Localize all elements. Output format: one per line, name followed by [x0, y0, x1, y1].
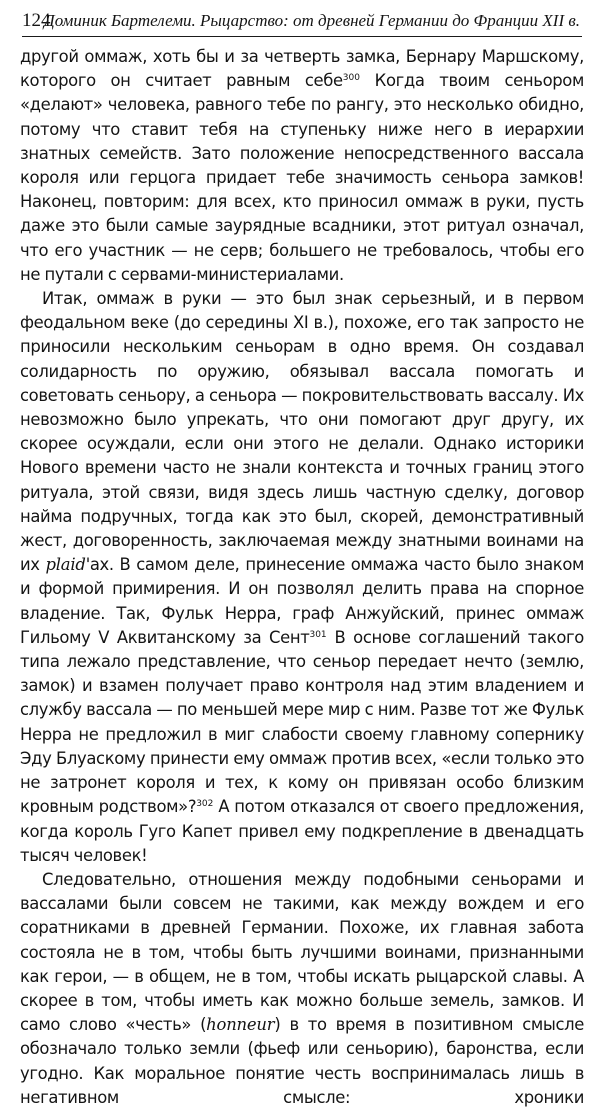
footnote-ref: 300	[342, 73, 360, 84]
text-run: Когда твоим сеньором «делают» человека, равного тебе по рангу, это несколько обидно, потому что ставит тебя на ступеньку ниже него в иерархии знатных семейств. Зато положение непосредственного вассала короля или герцога придает тебе значимость сеньора замков! Наконец, повторим: для всех, кто приносил оммаж в руки, пусть даже это были самые заурядные всадники, этот ритуал означал, что его участник — не серв; большего не требовалось, чтобы его не путали с сервами-министериалами.	[20, 71, 584, 284]
italic-term: honneur	[206, 1015, 275, 1035]
text-run: ) в то время в позитивном смысле обозначало только земли (фьеф или сеньорию), баронства, если угодно. Как моральное понятие честь воспринималась лишь в негативном смысле: хроники	[20, 1015, 584, 1107]
italic-term: plaid	[45, 555, 86, 575]
header-rule	[22, 36, 582, 37]
footnote-ref: 301	[309, 629, 327, 640]
text-run: 'ах. В самом деле, принесение оммажа часто было знаком и формой примирения. И он позволял делить права на спорное владение. Так, Фульк Нерра, граф Анжуйский, принес оммаж Гильому V Аквитанскому за Сент	[20, 555, 585, 647]
running-title: Доминик Бартелеми. Рыцарство: от древней Германии до Франции XII в.	[43, 11, 580, 30]
text-run: Следовательно, отношения между подобными сеньорами и вассалами были совсем не такими, как между вождем и его соратниками в древней Германии. Похоже, их главная забота состояла не в том, чтобы быть лучшими воинами, признанными как герои, — в общем, не в том, чтобы искать рыцарской славы. А скорее в том, чтобы иметь как можно больше земель, замков. И само слово «честь» (	[20, 869, 584, 1035]
body-text	[20, 45, 584, 1110]
paragraph-3	[20, 868, 584, 1110]
text-run: другой оммаж, хоть бы и за четверть замка, Бернару Маршскому, которого он считает равным себе	[20, 47, 584, 91]
text-run: А потом отказался от своего предложения, когда король Гуго Капет привел ему подкрепление в двенадцать тысяч человек!	[20, 797, 584, 865]
page-header	[22, 8, 580, 34]
text-run: В основе соглашений такого типа лежало представление, что сеньор передает нечто (землю, замок) и взамен получает право контроля над этим владением и службу вассала — по меньшей мере мир с ним. Разве тот же Фульк Нерра не предложил в миг слабости своему главному сопернику Эду Блуаскому принести ему оммаж против всех, «если только это не затронет короля и тех, к кому он привязан особо близким кровным родством»?	[20, 627, 584, 817]
page-number: 124	[22, 10, 51, 31]
text-run: Итак, оммаж в руки — это был знак серьезный, и в первом феодальном веке (до середины XI в.), похоже, его так запросто не приносили нескольким сеньорам в одно время. Он создавал солидарность по оружию, обязывал вассала помогать и советовать сеньору, а сеньора — покровительствовать вассалу. Их невозможно было упрекать, что они помогают друг другу, их скорее осуждали, если они этого не делали. Однако историки Нового времени часто не знали контекста и точных границ этого ритуала, этой связи, видя здесь лишь частную сделку, договор найма подручных, тогда как это был, скорей, демонстративный жест, договоренность, заключаемая между знатными воинами на их	[20, 289, 584, 575]
paragraph-2	[20, 287, 584, 868]
footnote-ref: 302	[196, 799, 214, 810]
paragraph-1	[20, 45, 584, 287]
